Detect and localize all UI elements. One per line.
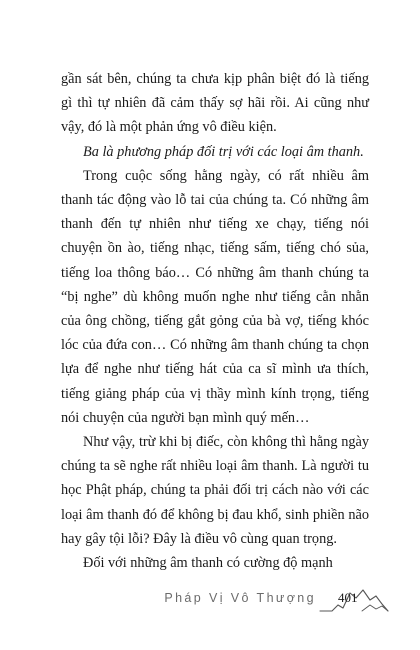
paragraph-continuation: gần sát bên, chúng ta chưa kịp phân biệt đó là tiếng gì thì tự nhiên đã cảm thấy sợ hãi rồi. Ai cũng như vậy, đó là một phản ứng vô điều kiện. [61, 71, 369, 136]
page-footer [0, 582, 420, 622]
page-number: 401 [338, 590, 358, 605]
paragraph-buddhist-practice: Như vậy, trừ khi bị điếc, còn không thì hằng ngày chúng ta sẽ nghe rất nhiều loại âm thanh. Là người tu học Phật pháp, chúng ta phải đối trị cách nào với các loại âm thanh đó để không bị đau khổ, sinh phiền não hay gây tội lỗi? Đây là điều vô cùng quan trọng. [61, 434, 369, 547]
paragraph-strong-sounds: Đối với những âm thanh có cường độ mạnh [83, 555, 333, 572]
running-title: Pháp Vị Vô Thượng [164, 591, 316, 605]
section-heading-italic: Ba là phương pháp đối trị với các loại âm thanh. [83, 143, 364, 160]
page-body [61, 67, 369, 575]
paragraph-sounds-daily-life: Trong cuộc sống hằng ngày, có rất nhiều âm thanh tác động vào lỗ tai của chúng ta. Có những âm thanh đến tự nhiên như tiếng xe chạy, tiếng nói chuyện ồn ào, tiếng nhạc, tiếng sấm, tiếng chó sủa, tiếng loa thông báo… Có những âm thanh chúng ta “bị nghe” dù không muốn nghe như tiếng cằn nhằn của ông chồng, tiếng gắt gỏng của bà vợ, tiếng khóc lóc của đứa con… Có những âm thanh chúng ta chọn lựa để nghe như tiếng hát của ca sĩ mình ưa thích, tiếng giảng pháp của vị thầy mình kính trọng, tiếng nói chuyện của người bạn mình quý mến… [61, 167, 369, 426]
